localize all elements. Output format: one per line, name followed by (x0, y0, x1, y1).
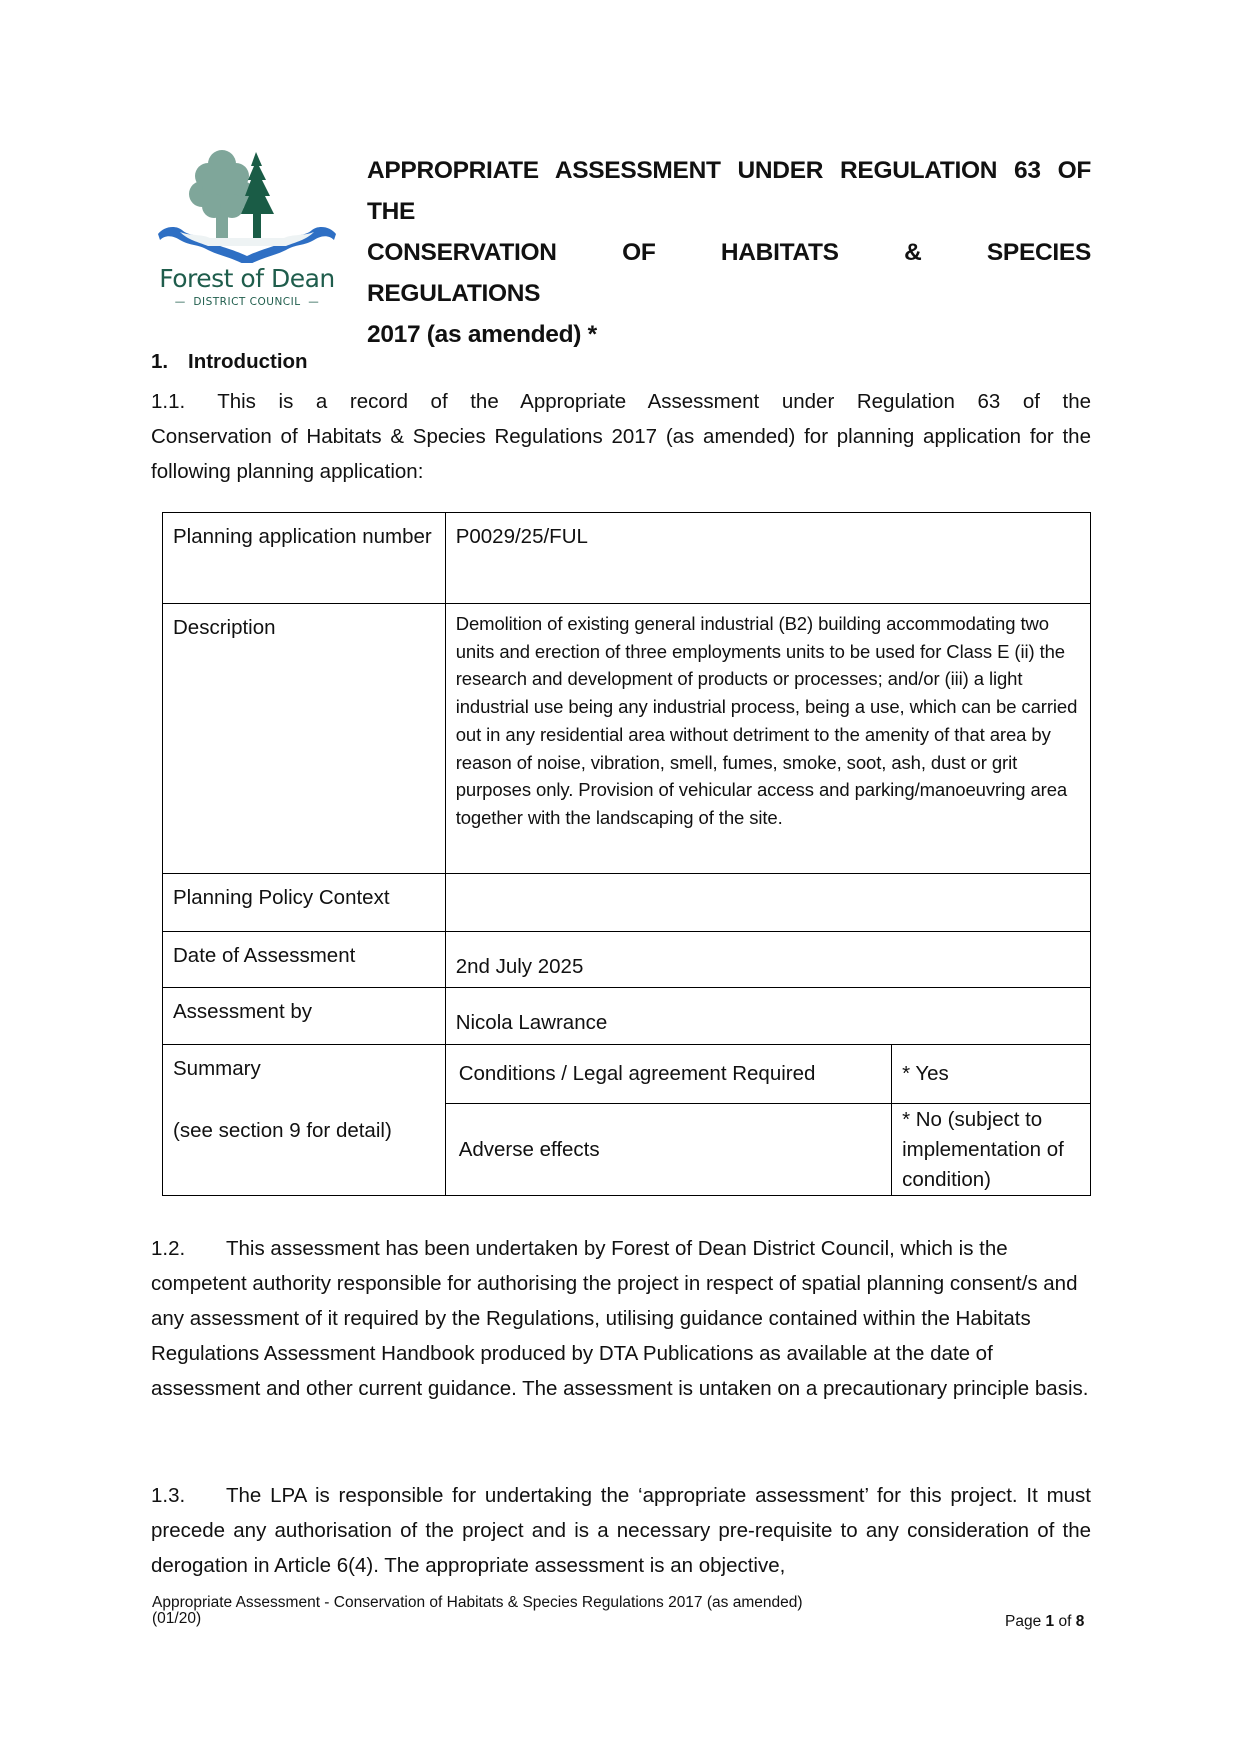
paragraph-1-1-first-line (151, 384, 1091, 419)
row-label: Date of Assessment (163, 932, 446, 988)
paragraph-text: This assessment has been undertaken by Forest of Dean District Council, which is the competent authority responsible for authorising the project in respect of spatial planning consent/s and any assessment of it required by the Regulations, utilising guidance contained within the Habitats Regulations Assessment Handbook produced by DTA Publications as available at the date of assessment and other current guidance. The assessment is untaken on a precautionary principle basis. (151, 1237, 1089, 1400)
section-heading (151, 350, 308, 374)
page-current: 1 (1045, 1613, 1055, 1630)
row-label: Planning Policy Context (163, 874, 446, 932)
title-line-2: CONSERVATION OF HABITATS & SPECIES REGULATIONS (367, 239, 1091, 307)
summary-label: Summary (173, 1057, 261, 1080)
paragraph-1-1 (151, 384, 1091, 489)
summary-row (163, 1045, 1091, 1104)
paragraph-number: 1.3. (151, 1484, 186, 1507)
policy-context-value (445, 874, 1090, 932)
summary-note: (see section 9 for detail) (173, 1119, 392, 1142)
dash-icon: — (174, 296, 194, 308)
summary-label-cell (163, 1045, 446, 1196)
page-number (1005, 1613, 1084, 1631)
row-label: Description (163, 604, 446, 874)
section-title: Introduction (188, 350, 308, 373)
row-label: Assessment by (163, 988, 446, 1045)
paragraph-text: This is a record of the Appropriate Assessment under Regulation 63 of the (217, 390, 1091, 413)
table-row (163, 604, 1091, 874)
council-logo (150, 148, 345, 308)
application-description: Demolition of existing general industrial (B2) building accommodating two units and erection of three employments units to be used for Class E (ii) the research and development of products or processes; and/or (iii) a light industrial use being any industrial process, being a use, which can be carried out in any residential area without detriment to the amenity of that area by reason of noise, vibration, smell, fumes, smoke, soot, ash, dust or grit purposes only. Provision of vehicular access and parking/manoeuvring area together with the landscaping of the site. (445, 604, 1090, 874)
summary-criterion: Adverse effects (445, 1104, 891, 1196)
paragraph-number: 1.2. (151, 1237, 186, 1260)
table-row (163, 988, 1091, 1045)
paragraph-1-2 (151, 1231, 1091, 1406)
footer-left (152, 1595, 803, 1627)
title-line-1: APPROPRIATE ASSESSMENT UNDER REGULATION 63 OF THE (367, 157, 1091, 225)
footer-document-title: Appropriate Assessment - Conservation of Habitats & Species Regulations 2017 (as amended) (152, 1594, 803, 1611)
summary-result: * Yes (892, 1045, 1091, 1104)
logo-name: Forest of Dean (159, 264, 335, 293)
paragraph-1-3 (151, 1478, 1091, 1583)
section-number: 1. (151, 350, 169, 373)
assessor-name: Nicola Lawrance (445, 988, 1090, 1045)
paragraph-1-1-rest: Conservation of Habitats & Species Regulations 2017 (as amended) for planning application for the following planning application: (151, 425, 1091, 483)
page-total: 8 (1075, 1613, 1085, 1630)
row-label: Planning application number (163, 513, 446, 604)
dash-icon: — (300, 296, 320, 308)
logo-subtitle-text: DISTRICT COUNCIL (193, 296, 301, 308)
table-row (163, 932, 1091, 988)
assessment-date: 2nd July 2025 (445, 932, 1090, 988)
tree-river-emblem-icon (150, 148, 345, 263)
page-prefix: Page (1005, 1613, 1042, 1630)
title-line-3: 2017 (as amended) * (367, 321, 597, 348)
summary-criterion: Conditions / Legal agreement Required (445, 1045, 891, 1104)
paragraph-number: 1.1. (151, 390, 186, 413)
summary-result: * No (subject to implementation of condition) (892, 1104, 1091, 1196)
table-row (163, 513, 1091, 604)
document-title (367, 150, 1091, 355)
footer-version: (01/20) (152, 1610, 202, 1627)
logo-subtitle (152, 296, 342, 308)
application-number: P0029/25/FUL (445, 513, 1090, 604)
page-of: of (1058, 1613, 1072, 1630)
table-row (163, 874, 1091, 932)
application-info-table (162, 512, 1091, 1196)
paragraph-text: The LPA is responsible for undertaking the ‘appropriate assessment’ for this project. It must precede any authorisation of the project and is a necessary pre-requisite to any consideration of the derogation in Article 6(4). The appropriate assessment is an objective, (151, 1484, 1091, 1577)
